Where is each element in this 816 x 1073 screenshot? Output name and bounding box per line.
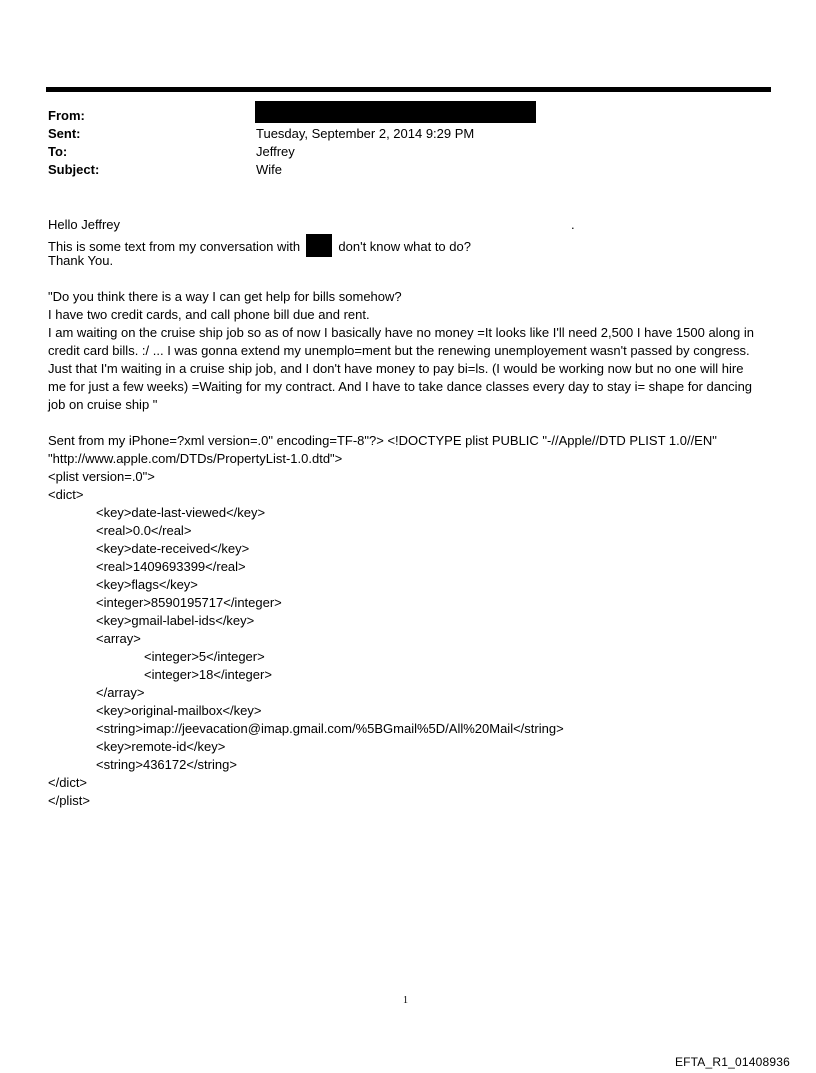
plist-line: <plist version=.0"> <box>48 469 155 484</box>
plist-line: <key>original-mailbox</key> <box>96 703 262 718</box>
bates-number: EFTA_R1_01408936 <box>674 1055 790 1069</box>
email-body <box>48 216 763 810</box>
thanks: Thank You. <box>48 253 114 268</box>
header-rule <box>46 87 771 92</box>
plist-line: <key>remote-id</key> <box>96 739 226 754</box>
plist-line: </dict> <box>48 775 88 790</box>
redaction-box <box>255 101 536 123</box>
spacer <box>48 414 763 432</box>
to-value: Jeffrey <box>256 144 295 159</box>
plist-line: <key>flags</key> <box>96 577 198 592</box>
plist-line: <string>imap://jeevacation@imap.gmail.com/%5BGmail%5D/All%20Mail</string> <box>96 721 564 736</box>
plist-line: <key>gmail-label-ids</key> <box>96 613 255 628</box>
to-label: To: <box>48 144 68 159</box>
sent-value: Tuesday, September 2, 2014 9:29 PM <box>256 126 475 141</box>
subject-label: Subject: <box>48 162 100 177</box>
plist-line: <integer>8590195717</integer> <box>96 595 282 610</box>
plist-line: </array> <box>96 685 145 700</box>
intro-line <box>48 234 763 252</box>
quote-paragraph: I am waiting on the cruise ship job so as of now I basically have no money =It looks like I'll need 2,500 I have 1500 along in credit card bills. :/ ... I was gonna extend my unemplo=ment but the renewing unemployement wasn't passed by congress. <box>48 325 754 358</box>
plist-line: <integer>5</integer> <box>144 649 265 664</box>
quote-paragraph: Just that I'm waiting in a cruise ship job, and I don't have money to pay bi=ls. (I would be working now but no one will hire me for just a few weeks) =Waiting for my contract. And I have to take dance classes every day to stay i= shape for dancing job on cruise ship " <box>48 361 753 412</box>
intro-after: don't know what to do? <box>338 239 471 254</box>
plist-line: <dict> <box>48 487 84 502</box>
plist-line: <array> <box>96 631 141 646</box>
page-number: 1 <box>403 995 408 1006</box>
plist-line: <string>436172</string> <box>96 757 237 772</box>
from-label: From: <box>48 108 85 123</box>
stray-mark: . <box>571 217 575 232</box>
sent-label: Sent: <box>48 126 81 141</box>
spacer <box>48 270 763 288</box>
quote-paragraph: I have two credit cards, and call phone bill due and rent. <box>48 307 370 322</box>
redaction-box <box>306 234 332 257</box>
plist-line: <real>1409693399</real> <box>96 559 246 574</box>
signature-line: "http://www.apple.com/DTDs/PropertyList-1.0.dtd"> <box>48 451 343 466</box>
plist-line: <key>date-last-viewed</key> <box>96 505 266 520</box>
plist-line: <real>0.0</real> <box>96 523 192 538</box>
intro-before: This is some text from my conversation with <box>48 239 301 254</box>
plist-line: </plist> <box>48 793 90 808</box>
quote-paragraph: "Do you think there is a way I can get help for bills somehow? <box>48 289 402 304</box>
plist-line: <key>date-received</key> <box>96 541 250 556</box>
plist-line: <integer>18</integer> <box>144 667 272 682</box>
subject-value: Wife <box>256 162 282 177</box>
greeting: Hello Jeffrey <box>48 217 121 232</box>
signature-line: Sent from my iPhone=?xml version=.0" encoding=TF-8"?> <!DOCTYPE plist PUBLIC "-//Apple//DTD PLIST 1.0//EN" <box>48 433 717 448</box>
